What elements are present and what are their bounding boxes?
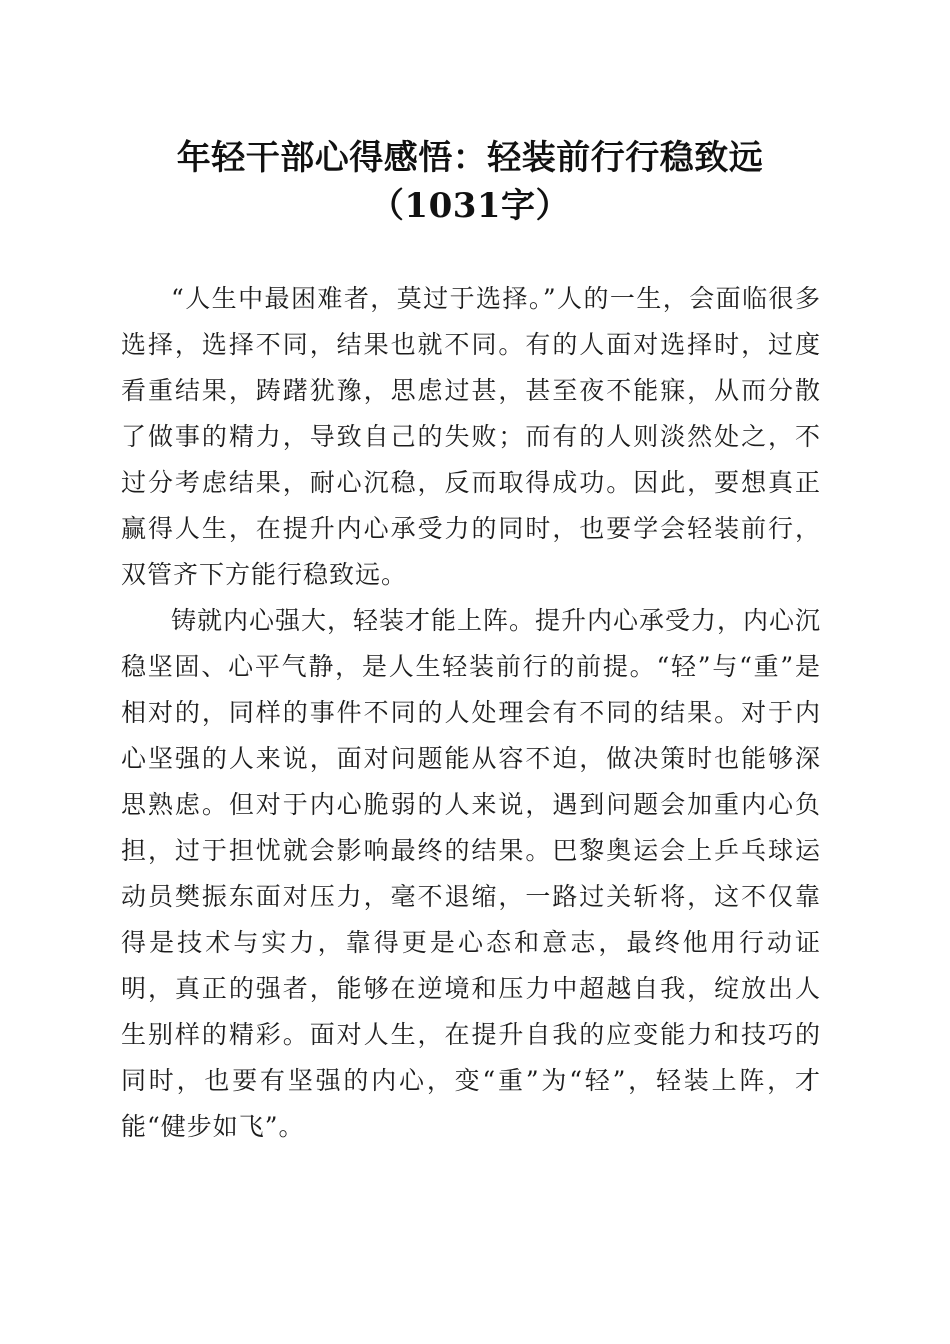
document-body: [121, 276, 821, 1150]
document-title: 年轻干部心得感悟：轻装前行行稳致远（1031字）: [176, 138, 764, 226]
paragraph-intro: “人生中最困难者，莫过于选择。”人的一生，会面临很多选择，选择不同，结果也就不同。有的人面对选择时，过度看重结果，踌躇犹豫，思虑过甚，甚至夜不能寐，从而分散了做事的精力，导致自己的失败；而有的人则淡然处之，不过分考虑结果，耐心沉稳，反而取得成功。因此，要想真正赢得人生，在提升内心承受力的同时，也要学会轻装前行，双管齐下方能行稳致远。: [121, 284, 821, 589]
paragraph-inner-strength: 铸就内心强大，轻装才能上阵。提升内心承受力，内心沉稳坚固、心平气静，是人生轻装前行的前提。“轻”与“重”是相对的，同样的事件不同的人处理会有不同的结果。对于内心坚强的人来说，面对问题能从容不迫，做决策时也能够深思熟虑。但对于内心脆弱的人来说，遇到问题会加重内心负担，过于担忧就会影响最终的结果。巴黎奥运会上乒乓球运动员樊振东面对压力，毫不退缩，一路过关斩将，这不仅靠得是技术与实力，靠得更是心态和意志，最终他用行动证明，真正的强者，能够在逆境和压力中超越自我，绽放出人生别样的精彩。面对人生，在提升自我的应变能力和技巧的同时，也要有坚强的内心，变“重”为“轻”，轻装上阵，才能“健步如飞”。: [121, 606, 822, 1141]
